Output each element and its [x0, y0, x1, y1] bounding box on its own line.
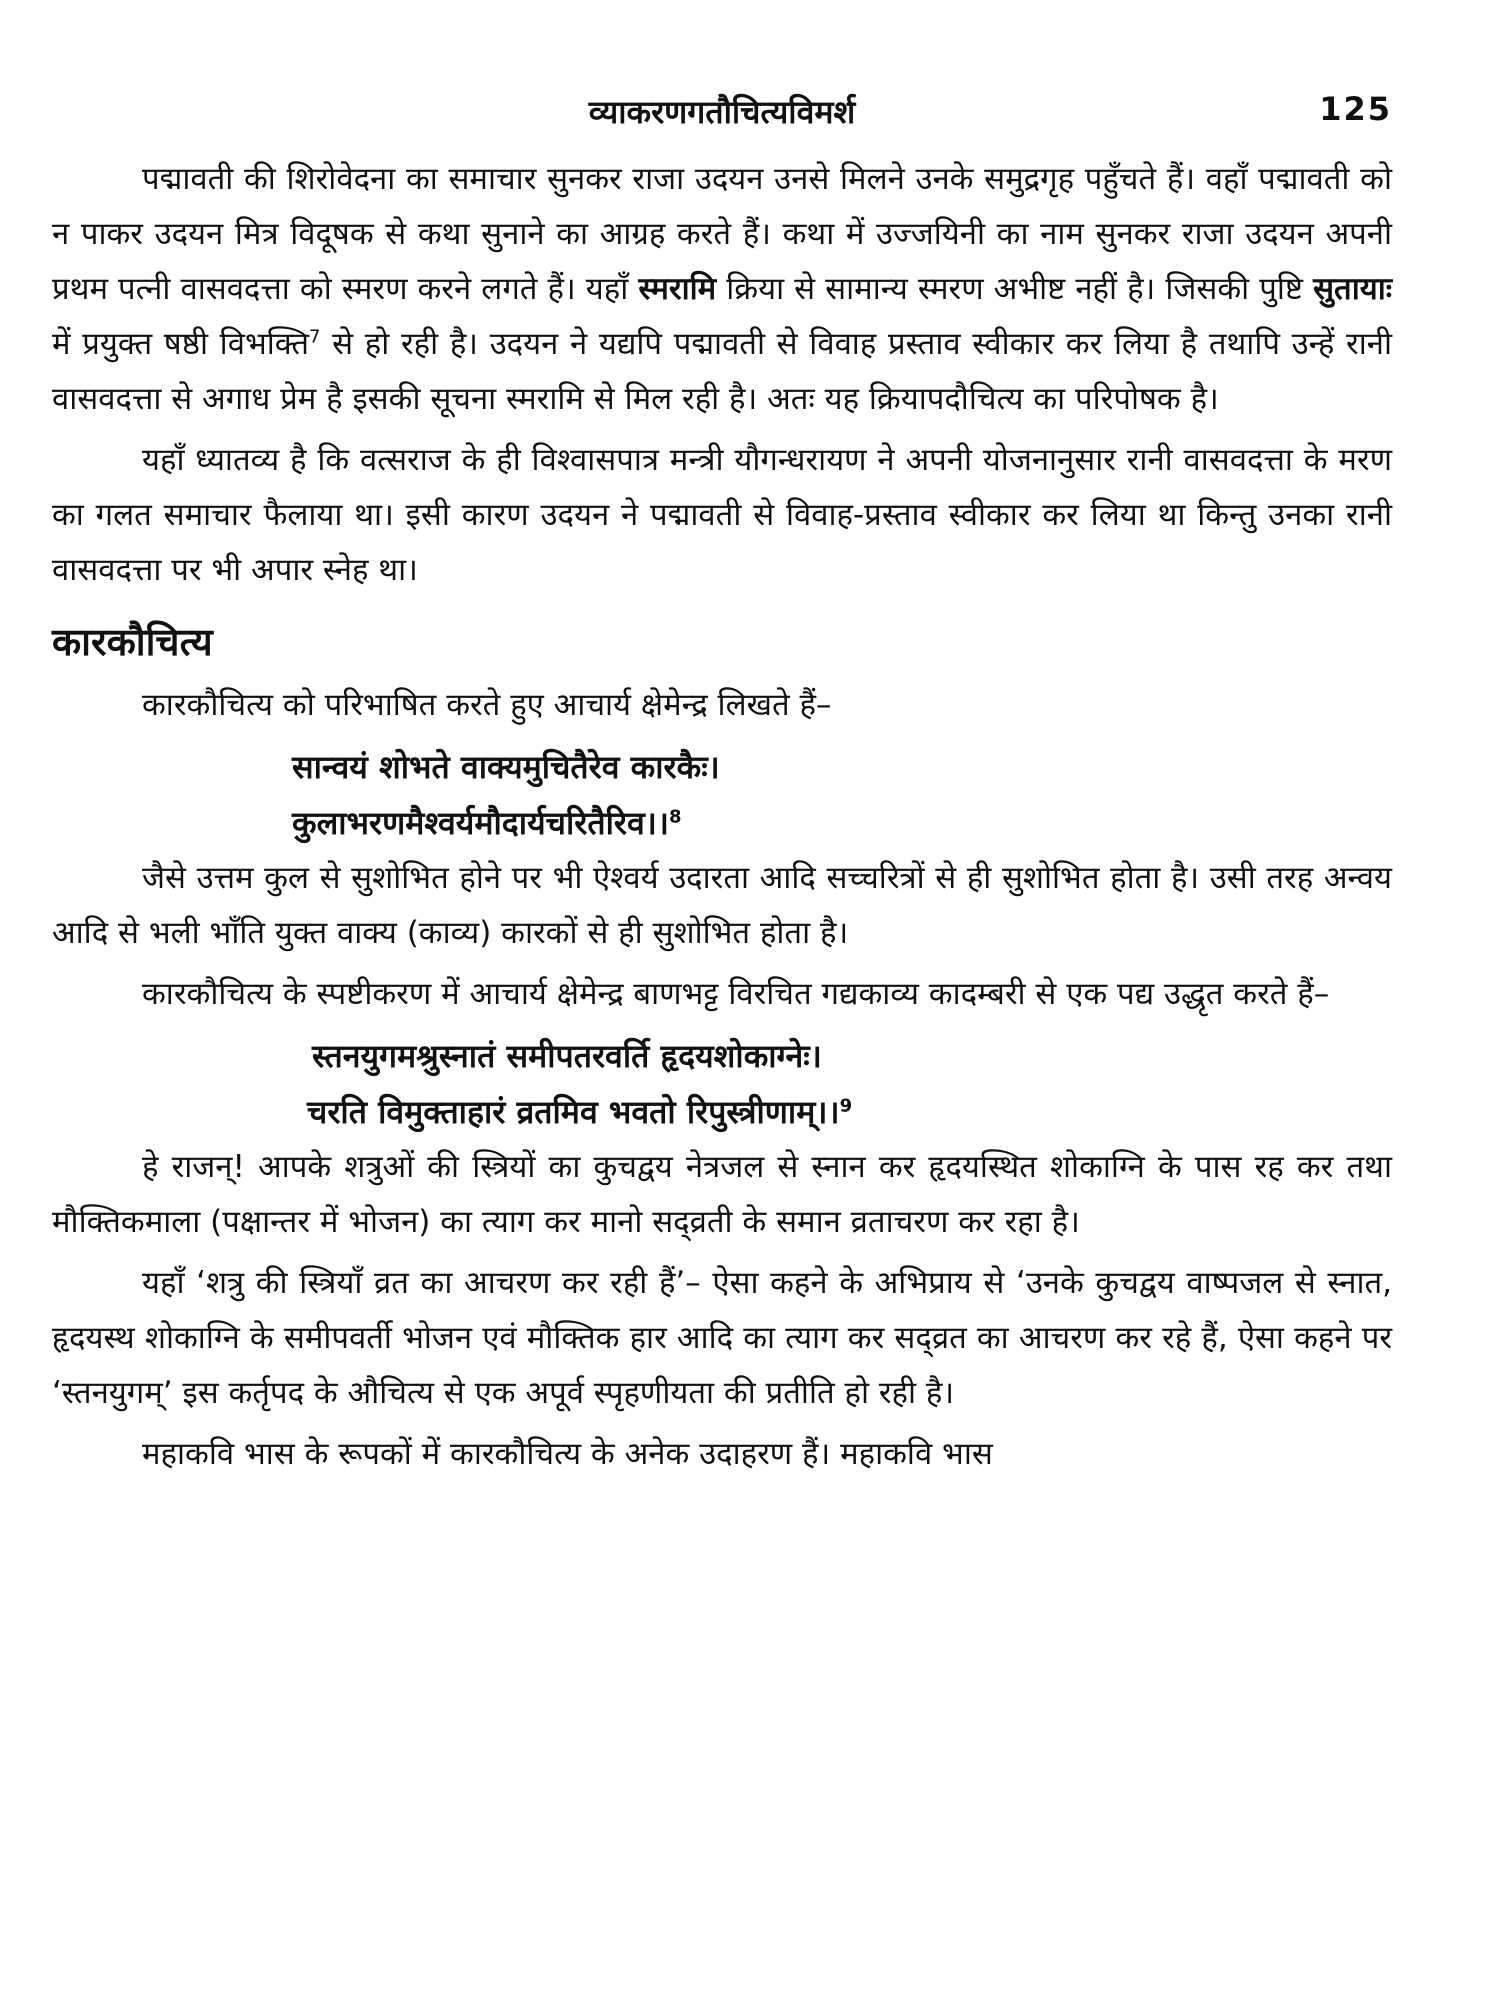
page-number: 125 — [1319, 90, 1392, 128]
verse-1-line-2-text: कुलाभरणमैश्वर्यमौदार्यचरितैरिव।। — [292, 804, 669, 842]
footnote-marker-7: 7 — [309, 326, 321, 348]
verse-2-line-2 — [52, 1084, 1392, 1140]
para1-text-a: पद्मावती की शिरोवेदना का समाचार सुनकर राजा उदयन उनसे मिलने उनके समुद्रगृह पहुँचते हैं। वहाँ पद्मावती को न पाकर उदयन मित्र विदूषक से कथा सुनाने का आग्रह करते हैं। कथा में उज्जयिनी का नाम सुनकर राजा उदयन अपनी प्रथम पत्नी वासवदत्ता को स्मरण करने लगते हैं। यहाँ — [52, 161, 1392, 307]
paragraph-kadambari-intro: कारकौचित्य के स्पष्टीकरण में आचार्य क्षेमेन्द्र बाणभट्ट विरचित गद्यकाव्य कादम्बरी से एक पद्य उद्धृत करते हैं– — [142, 976, 1330, 1012]
paragraph-verse-2-analysis: यहाँ ‘शत्रु की स्त्रियाँ व्रत का आचरण कर रही हैं’– ऐसा कहने के अभिप्राय से ‘उनके कुचद्वय वाष्पजल से स्नात, हृदयस्थ शोकाग्नि के समीपवर्ती भोजन एवं मौक्तिक हार आदि का त्याग कर सद्व्रत का आचरण कर रहे हैं, ऐसा कहने पर ‘स्तनयुगम्’ इस कर्तृपद के औचित्य से एक अपूर्व स्पृहणीयता की प्रतीति हो रही है। — [52, 1265, 1392, 1411]
book-page — [52, 90, 1392, 1488]
footnote-marker-8: 8 — [669, 806, 682, 828]
section-heading-karakauchitya: कारकौचित्य — [52, 620, 213, 664]
paragraph-verse-1-meaning: जैसे उत्तम कुल से सुशोभित होने पर भी ऐश्वर्य उदारता आदि सच्चरित्रों से ही सुशोभित होता है। उसी तरह अन्वय आदि से भली भाँति युक्त वाक्य (काव्य) कारकों से ही सुशोभित होता है। — [52, 860, 1392, 951]
verse-2-line-1: स्तनयुगमश्रुस्नातं समीपतरवर्ति हृदयशोकाग्नेः। — [312, 1037, 822, 1075]
verse-1-line-1: सान्वयं शोभते वाक्यमुचितैरेव कारकैः। — [292, 748, 720, 786]
para1-text-d: से हो रही है। उदयन ने यद्यपि पद्मावती से विवाह प्रस्ताव स्वीकार कर लिया है तथापि उन्हें रानी वासवदत्ता से अगाध प्रेम है इसकी सूचना स्मरामि से मिल रही है। अतः यह क्रियापदौचित्य का परिपोषक है। — [52, 326, 1392, 417]
para1-text-c: में प्रयुक्त षष्ठी विभक्ति — [52, 326, 310, 362]
paragraph-definition-intro: कारकौचित्य को परिभाषित करते हुए आचार्य क्षेमेन्द्र लिखते हैं– — [142, 687, 832, 723]
paragraph-yaugandharayana: यहाँ ध्यातव्य है कि वत्सराज के ही विश्वासपात्र मन्त्री यौगन्धरायण ने अपनी योजनानुसार रानी वासवदत्ता के मरण का गलत समाचार फैलाया था। इसी कारण उदयन ने पद्मावती से विवाह-प्रस्ताव स्वीकार कर लिया था किन्तु उनका रानी वासवदत्ता पर भी अपार स्नेह था। — [52, 442, 1392, 588]
verse-2-line-2-text: चरति विमुक्ताहारं व्रतमिव भवतो रिपुस्त्रीणाम्।। — [307, 1093, 840, 1131]
verse-1-line-2 — [52, 795, 1392, 851]
paragraph-padmavati — [52, 152, 1392, 427]
footnote-marker-9: 9 — [839, 1095, 853, 1117]
running-head — [52, 90, 1392, 134]
paragraph-verse-2-meaning: हे राजन्! आपके शत्रुओं की स्त्रियों का कुचद्वय नेत्रजल से स्नान कर हृदयस्थित शोकाग्नि के पास रह कर तथा मौक्तिकमाला (पक्षान्तर में भोजन) का त्याग कर मानो सद्व्रती के समान व्रताचरण कर रहा है। — [52, 1149, 1392, 1240]
term-smarami: स्मरामि — [638, 271, 717, 307]
term-sutayah: सुतायाः — [1313, 271, 1392, 307]
paragraph-bhasa: महाकवि भास के रूपकों में कारकौचित्य के अनेक उदाहरण हैं। महाकवि भास — [142, 1436, 993, 1472]
running-head-title: व्याकरणगतौचित्यविमर्श — [588, 93, 856, 131]
para1-text-b: क्रिया से सामान्य स्मरण अभीष्ट नहीं है। जिसकी पुष्टि — [716, 271, 1314, 307]
